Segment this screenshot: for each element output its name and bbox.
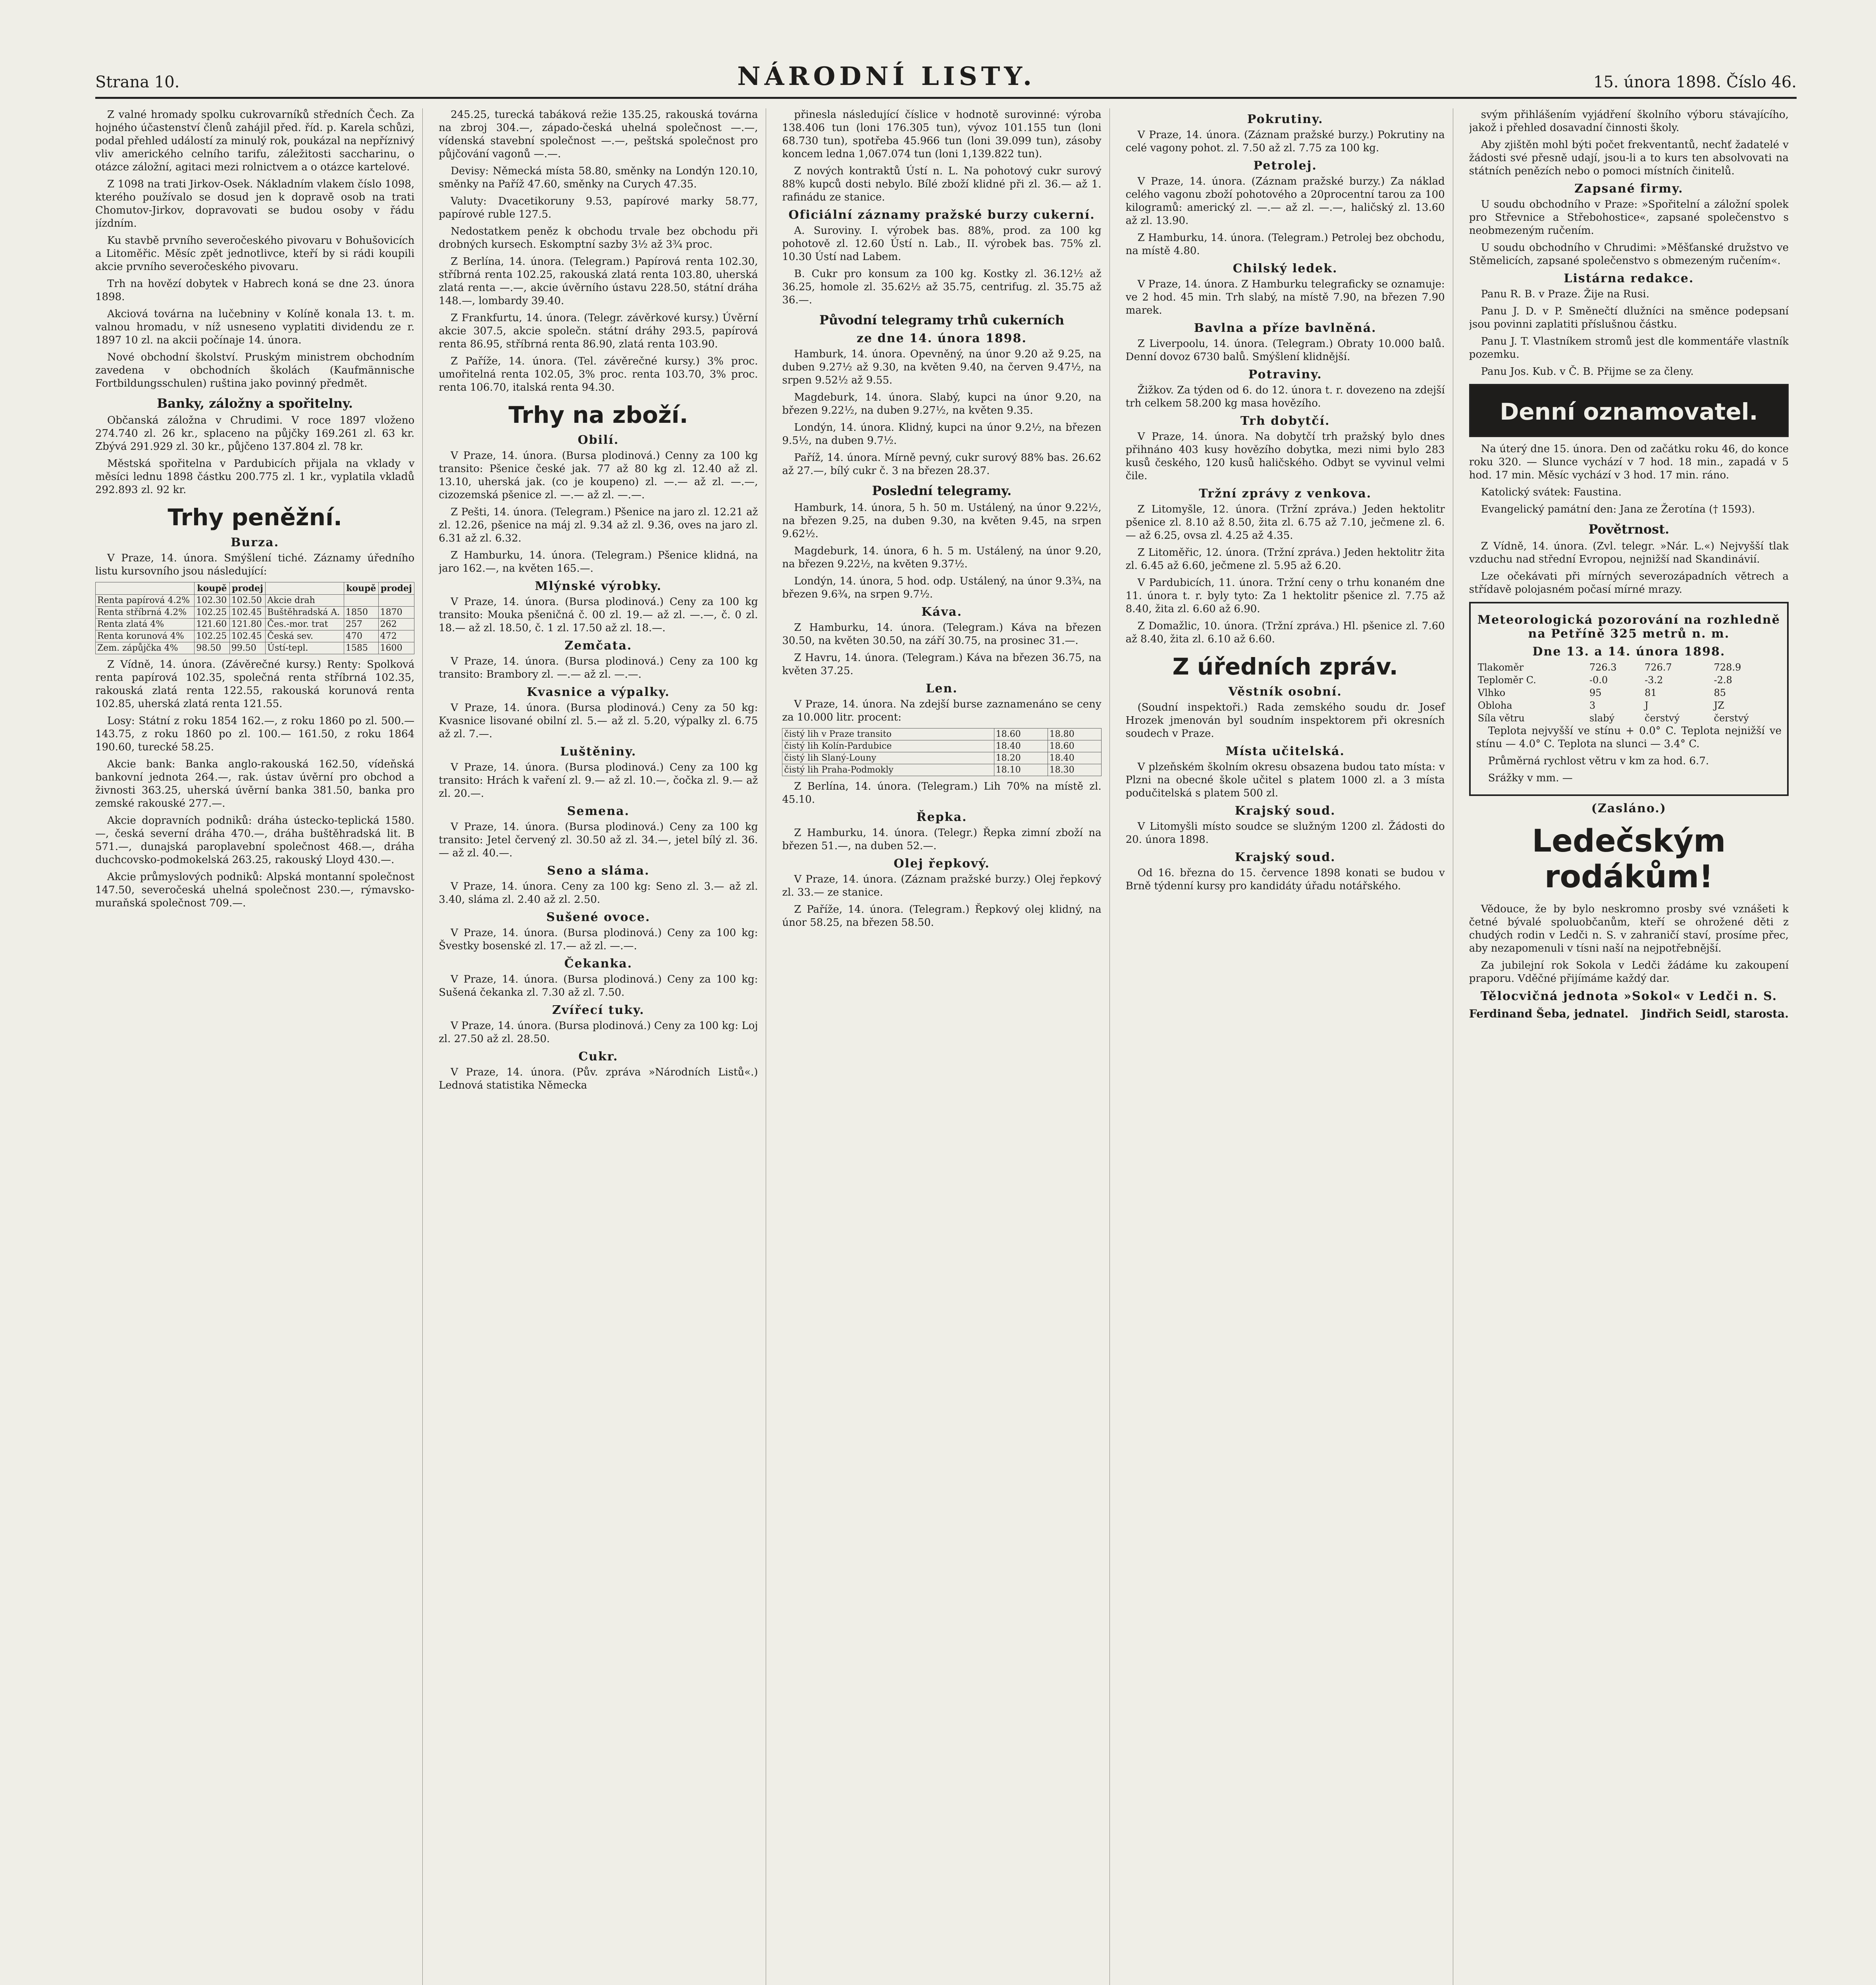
daily-saint: Katolický svátek: Faustina.: [1481, 486, 1622, 498]
market-pardubice: V Pardubicích, 11. února. Tržní ceny o trhu konaném dne 11. února t. r. byly tyto: Za 1 hektolitr pšenice zl. 7.75 až 8.40, žita zl. 6.60 až 6.90.: [1125, 577, 1445, 615]
food-zizkov: Žižkov. Za týden od 6. do 12. února t. r. dovezeno na zdejší trh celkem 58.200 kg masa hovězího.: [1125, 384, 1445, 409]
meteo-table: [1476, 661, 1782, 725]
quotes-cell: Renta korunová 4%: [96, 630, 195, 642]
subsection-rapeseed: Řepka.: [916, 810, 967, 824]
subsection-country-markets: Tržní zprávy z venkova.: [1199, 487, 1372, 501]
daily-evangelical: Evangelický památní den: Jana ze Žerotína († 1593).: [1481, 503, 1755, 515]
meteo-rain: Srážky v mm. —: [1488, 772, 1573, 784]
quotes-header-cell: [266, 582, 344, 595]
section-sugar-telegrams: Původní telegramy trhů cukerních: [819, 312, 1065, 328]
meteo-cell: Obloha: [1477, 700, 1512, 711]
spirit-cell: 18.30: [1048, 764, 1101, 776]
latest-hamburg: Hamburk, 14. února, 5 h. 50 m. Ustálený, na únor 9.22½, na březen 9.25, na duben 9.30, na květen 9.45, na srpen 9.62½.: [782, 502, 1102, 540]
hay-prague: V Praze, 14. února. Ceny za 100 kg: Seno zl. 3.— až zl. 3.40, sláma zl. 2.40 až zl. 2.50.: [439, 881, 758, 906]
petroleum-prague: V Praze, 14. února. (Záznam pražské burzy.) Za náklad celého vagonu zboží pohotového a 20procentní tarou za 100 kilogramů: americký zl. —.— až zl. —.—, haličský zl. 13.60 až zl. 13.90.: [1125, 175, 1445, 227]
spirit-row: [782, 728, 1101, 740]
meteo-row: [1476, 661, 1782, 674]
subsection-court-2: Krajský soud.: [1235, 850, 1336, 864]
quotes-cell: 1585: [344, 642, 378, 654]
quotes-cell: 1870: [378, 607, 414, 619]
quotes-cell: 102.50: [229, 595, 266, 607]
subsection-saltpeter: Chilský ledek.: [1233, 262, 1338, 276]
market-domazlice: Z Domažlic, 10. února. (Tržní zpráva.) Hl. pšenice zl. 7.60 až 8.40, žita zl. 6.10 až 6.60.: [1125, 620, 1445, 645]
telegram-london: Londýn, 14. února. Klidný, kupci na únor 9.2½, na březen 9.5½, na duben 9.7½.: [782, 422, 1102, 447]
article-chemicals: Akciová továrna na lučebniny v Kolíně konala 13. t. m. valnou hromadu, v níž usneseno vyplatiti dividendu ze r. 1897 10 zl. na akcii počínaje 14. února.: [95, 308, 415, 346]
meteo-cell: Tlakoměr: [1477, 662, 1524, 673]
spirit-cell: 18.60: [1048, 740, 1101, 752]
spirit-cell: 18.80: [1048, 728, 1101, 740]
subsection-oil: Olej řepkový.: [894, 857, 990, 871]
section-goods-markets: Trhy na zboží.: [508, 401, 688, 428]
spirit-cell: 18.40: [1048, 752, 1101, 764]
meteo-title: Meteorologická pozorování na rozhledně na Petříně 325 metrů n. m.: [1477, 613, 1780, 641]
subsection-court: Krajský soud.: [1235, 804, 1336, 818]
seeds-prague: V Praze, 14. února. (Bursa plodinová.) Ceny za 100 kg transito: Jetel červený zl. 30.50 až zl. 34.—, jetel bílý zl. 36.— až zl. 40.—.: [439, 821, 758, 859]
grain-hamburg: Z Hamburku, 14. února. (Telegram.) Pšenice klidná, na jaro 162.—, na květen 165.—.: [439, 549, 758, 574]
teachers-plzen: V plzeňském školním okresu obsazena budou tato místa: v Plzni na obecné škole učitel s platem 1000 zl. a 3 místa podučitelská s platem 500 zl.: [1125, 761, 1445, 799]
letter-3: Panu J. T. Vlastníkem stromů jest dle kommentáře vlastník pozemku.: [1469, 335, 1789, 360]
meteo-temps: Teplota nejvyšší ve stínu + 0.0° C. Teplota nejnižší ve stínu — 4.0° C. Teplota na slunci — 3.4° C.: [1476, 725, 1782, 750]
subsection-cotton: Bavlna a příze bavlněná.: [1194, 321, 1377, 335]
telegram-magdeburg: Magdeburk, 14. února. Slabý, kupci na únor 9.20, na březen 9.22½, na duben 9.27½, na květen 9.35.: [782, 391, 1102, 416]
meteo-cell: slabý: [1589, 713, 1615, 724]
quotes-table: [95, 582, 414, 654]
vienna-devisy: Devisy: Německá místa 58.80, směnky na Londýn 120.10, směnky na Paříž 47.60, směnky na Curych 47.35.: [439, 165, 758, 190]
vienna-transport: Akcie dopravních podniků: dráha ústecko-teplická 1580.—, česká severní dráha 470.—, dráha buštěhradská lit. B 571.—, dunajská paroplavební společnost 468.—, dráha duchcovsko-podmokelská 263.25, rakouský Lloyd 430.—.: [95, 815, 415, 866]
column-5: [1469, 108, 1797, 1985]
quotes-header-cell: koupě: [195, 582, 229, 595]
spirit-cell: čistý lih Praha-Podmokly: [782, 764, 994, 776]
meteo-cell: Vlhko: [1477, 687, 1506, 698]
quotes-cell: Renta stříbrná 4.2%: [96, 607, 195, 619]
potatoes-prague: V Praze, 14. února. (Bursa plodinová.) Ceny za 100 kg transito: Brambory zl. —.— až zl. —.—.: [439, 655, 758, 680]
meteo-cell: 726.3: [1589, 662, 1617, 673]
page-header: [95, 60, 1797, 99]
meteo-cell: -0.0: [1589, 675, 1608, 686]
grain-pest: Z Pešti, 14. února. (Telegram.) Pšenice na jaro zl. 12.21 až zl. 12.26, pšenice na máj zl. 9.34 až zl. 9.36, oves na jaro zl. 6.31 až zl. 6.32.: [439, 506, 758, 544]
quotes-row: [96, 607, 414, 619]
meteo-row: [1476, 686, 1782, 699]
quotes-cell: 102.25: [195, 630, 229, 642]
subsection-cattle: Trh dobytčí.: [1240, 414, 1330, 428]
page-number: Strana 10.: [95, 73, 180, 91]
spirit-prague: V Praze, 14. února. Na zdejší burse zaznamenáno se ceny za 10.000 litr. procent:: [782, 698, 1102, 723]
section-weather: Povětrnost.: [1588, 522, 1670, 537]
quotes-cell: 1600: [378, 642, 414, 654]
quotes-row: [96, 595, 414, 607]
ad-title: Ledečským rodákům!: [1532, 823, 1726, 895]
oil-prague: V Praze, 14. února. (Záznam pražské burzy.) Olej řepkový zl. 33.— ze stanice.: [782, 873, 1102, 898]
coffee-havre: Z Havru, 14. února. (Telegram.) Káva na březen 36.75, na květen 37.25.: [782, 652, 1102, 677]
exchange-intro: V Praze, 14. února. Smýšlení tiché. Záznamy úředního listu kursovního jsou následující:: [95, 552, 415, 577]
subsection-petroleum: Petrolej.: [1253, 159, 1317, 173]
subsection-teachers: Místa učitelská.: [1225, 744, 1345, 758]
issue-date: 15. února 1898. Číslo 46.: [1593, 73, 1797, 91]
masthead: NÁRODNÍ LISTY.: [737, 62, 1036, 91]
meteo-cell: čerstvý: [1714, 713, 1749, 724]
subsection-cakes: Pokrutiny.: [1247, 112, 1323, 126]
spirit-cell: čistý lih Slaný-Louny: [782, 752, 994, 764]
meteo-cell: 81: [1645, 687, 1657, 698]
spirit-cell: 18.60: [994, 728, 1048, 740]
columns: [95, 108, 1797, 1985]
meteo-cell: 85: [1714, 687, 1726, 698]
spirit-row: [782, 740, 1101, 752]
sugar-consumer: B. Cukr pro konsum za 100 kg. Kostky zl. 36.12½ až 36.25, homole zl. 35.62½ až 35.75, centrifug. zl. 35.75 až 36.—.: [782, 268, 1102, 306]
subsection-seeds: Semena.: [567, 804, 630, 818]
meteo-cell: Síla větru: [1477, 713, 1525, 724]
meteo-wind: Průměrná rychlost větru v km za hod. 6.7.: [1488, 755, 1709, 767]
meteo-cell: 3: [1589, 700, 1596, 711]
berlin-report: Z Berlína, 14. února. (Telegram.) Papírová renta 102.30, stříbrná renta 102.25, rakouská zlatá renta 103.80, uherská zlatá renta —.—, akcie úvěrního ústavu 228.50, státní dráha 148.—, lombardy 39.40.: [439, 256, 758, 307]
meteo-cell: čerstvý: [1645, 713, 1680, 724]
meteo-cell: JZ: [1714, 700, 1724, 711]
vienna-cont: 245.25, turecká tabáková režie 135.25, rakouská továrna na zbroj 304.—, západo-česká uhelná společnost —.—, vídenská stavební společnost —.—, peštská společnost pro půjčování vagonů —.—.: [439, 109, 758, 160]
meteo-cell: J: [1645, 700, 1649, 711]
signature-right: Jindřich Seidl, starosta.: [1641, 1007, 1789, 1020]
signature-left: Ferdinand Šeba, jednatel.: [1469, 1007, 1629, 1020]
quotes-cell: 1850: [344, 607, 378, 619]
subsection-exchange: Burza.: [231, 536, 279, 549]
weather-vienna: Z Vídně, 14. února. (Zvl. telegr. »Nár. L.«) Nejvyšší tlak vzduchu nad střední Evropou, nejnižší nad Skandinávií.: [1469, 540, 1789, 565]
daily-box: [1469, 384, 1789, 437]
quotes-cell: 98.50: [195, 642, 229, 654]
column-2: [439, 108, 766, 1985]
meteo-row: [1476, 674, 1782, 686]
section-banks: Banky, záložny a spořitelny.: [157, 396, 353, 411]
section-money-markets: Trhy peněžní.: [168, 504, 342, 531]
subsection-sugar: Cukr.: [578, 1050, 618, 1064]
subsection-firms: Zapsané firmy.: [1574, 182, 1683, 196]
spirit-row: [782, 764, 1101, 776]
subsection-legumes: Luštěniny.: [560, 745, 637, 759]
market-litomysl: Z Litomyšle, 12. února. (Tržní zpráva.) Jeden hektolitr pšenice zl. 8.10 až 8.50, žita zl. 6.75 až 7.10, ječmene zl. 6.— až 6.25, ovsa zl. 4.25 až 4.35.: [1125, 503, 1445, 542]
quotes-cell: Čes.-mor. trat: [266, 619, 344, 630]
saltpeter-prague: V Praze, 14. února. Z Hamburku telegraficky se oznamuje: ve 2 hod. 45 min. Trh slabý, na místě 7.90, na březen 7.90 marek.: [1125, 278, 1445, 316]
sugar-prague: V Praze, 14. února. (Pův. zpráva »Národních Listů«.) Lednová statistika Německa: [439, 1066, 758, 1091]
quotes-row: [96, 619, 414, 630]
quotes-cell: [344, 595, 378, 607]
vienna-note: Nedostatkem peněz k obchodu trvale bez obchodu při drobných kursech. Eskomptní sazby 3½ až 3¾ proc.: [439, 225, 758, 251]
vienna-renta: Z Vídně, 14. února. (Závěrečné kursy.) Renty: Spolková renta papírová 102.35, společná renta stříbrná 102.35, rakouská zlatá renta 122.55, rakouská korunová renta 102.85, uherská zlatá renta 121.55.: [95, 659, 415, 710]
quotes-cell: 121.60: [195, 619, 229, 630]
personal-inspectors: (Soudní inspektoři.) Rada zemského soudu dr. Josef Hrozek jmenován byl soudním inspektorem při okresních soudech v Praze.: [1125, 701, 1445, 740]
quotes-cell: Buštěhradská A.: [266, 607, 344, 619]
sugar-stats: přinesla následující číslice v hodnotě surovinné: výroba 138.406 tun (loni 176.305 tun), vývoz 101.155 tun (loni 68.730 tun), spotřeba 45.966 tun (loni 39.099 tun), zásoby koncem ledna 1,067.074 tun (loni 1,139.822 tun).: [782, 109, 1102, 160]
ad-body-2: Za jubilejní rok Sokola v Ledči žádáme ku zakoupení praporu. Vděčné přijímáme každý dar.: [1469, 960, 1789, 985]
quotes-cell: Česká sev.: [266, 630, 344, 642]
oil-paris: Z Paříže, 14. února. (Telegram.) Řepkový olej klidný, na únor 58.25, na březen 58.50.: [782, 904, 1102, 929]
telegram-paris: Paříž, 14. února. Mírně pevný, cukr surový 88% bas. 26.62 až 27.—, bílý cukr č. 3 na březen 28.37.: [782, 452, 1102, 477]
paris-report: Z Paříže, 14. února. (Tel. závěrečné kursy.) 3% proc. umořitelná renta 102.05, 3% proc. renta 103.70, 3% proc. renta 106.70, italská renta 94.30.: [439, 355, 758, 393]
coffee-hamburg: Z Hamburku, 14. února. (Telegram.) Káva na březen 30.50, na květen 30.50, na září 30.75, na prosinec 31.—.: [782, 622, 1102, 647]
ad-society: Tělocvičná jednota »Sokol« v Ledči n. S.: [1480, 989, 1778, 1003]
ad-note: (Zasláno.): [1591, 802, 1666, 815]
quotes-cell: 470: [344, 630, 378, 642]
quotes-row: [96, 630, 414, 642]
cakes-prague: V Praze, 14. února. (Záznam pražské burzy.) Pokrutiny na celé vagony pohot. zl. 7.50 až zl. 7.75 za 100 kg.: [1125, 129, 1445, 154]
spirit-cell: 18.20: [994, 752, 1048, 764]
cotton-liverpool: Z Liverpoolu, 14. února. (Telegram.) Obraty 10.000 balů. Denní dovoz 6730 balů. Smýšlení klidnější.: [1125, 338, 1445, 363]
frankfurt-report: Z Frankfurtu, 14. února. (Telegr. závěrkové kursy.) Úvěrní akcie 307.5, akcie společn. státní dráhy 293.5, papírová renta 86.95, stříbrná renta 86.90, zlatá renta 103.90.: [439, 312, 758, 350]
subsection-sugar-records: Oficiální záznamy pražské burzy cukerní.: [788, 208, 1095, 222]
quotes-header-cell: prodej: [229, 582, 266, 595]
section-sugar-telegrams-date: ze dne 14. února 1898.: [857, 331, 1027, 345]
column-1: [95, 108, 423, 1985]
spirit-berlin: Z Berlína, 14. února. (Telegram.) Lih 70% na místě zl. 45.10.: [782, 781, 1102, 806]
letter-4: Panu Jos. Kub. v Č. B. Přijme se za členy.: [1481, 366, 1694, 378]
mill-prague: V Praze, 14. února. (Bursa plodinová.) Ceny za 100 kg transito: Mouka pšeničná č. 00 zl. 19.— až zl. —.—, č. 0 zl. 18.— až zl. 18.50, č. 1 zl. 17.50 až zl. 18.—.: [439, 596, 758, 634]
subsection-fats: Zvířecí tuky.: [552, 1003, 645, 1017]
column-3: [782, 108, 1109, 1985]
subsection-mill: Mlýnské výrobky.: [535, 579, 662, 593]
subsection-fruit: Sušené ovoce.: [546, 910, 651, 924]
spirit-cell: 18.40: [994, 740, 1048, 752]
article-sugar-association: Z valné hromady spolku cukrovarníků středních Čech. Za hojného účastenství členů zahájil před. říd. p. Karela schůzi, podal přehled událostí za minulý rok, poukázal na nepříznivý vliv amerického celního tarifu, záležitosti saccharinu, o otázce záložní, agitaci mezi rolnictvem a o otázce kartelové.: [95, 109, 415, 173]
weather-forecast: Lze očekávati při mírných severozápadních větrech a střídavě polojasném počasí mírné mrazy.: [1469, 570, 1789, 596]
latest-magdeburg: Magdeburk, 14. února, 6 h. 5 m. Ustálený, na únor 9.20, na březen 9.22½, na květen 9.37½.: [782, 545, 1102, 570]
article-savings-pardubice: Městská spořitelna v Pardubicích přijala na vklady v měsíci lednu 1898 částku 200.775 zl. 1 kr., vyplatila vkladů 292.893 zl. 92 kr.: [95, 458, 415, 496]
meteo-row: [1476, 699, 1782, 712]
section-latest-telegrams: Poslední telegramy.: [872, 483, 1012, 498]
meteo-row: [1476, 712, 1782, 725]
vienna-losy: Losy: Státní z roku 1854 162.—, z roku 1860 po zl. 500.— 143.75, z roku 1860 po zl. 100.— 161.50, z roku 1864 190.60, turecké 58.25.: [95, 715, 415, 753]
spirit-cell: čistý lih v Praze transito: [782, 728, 994, 740]
quotes-cell: 102.45: [229, 630, 266, 642]
spirit-row: [782, 752, 1101, 764]
ad-body-1: Vědouce, že by bylo neskromno prosby své vznášeti k četné bývalé spoluobčanům, kteří se ohrožené děti z chudých rodin v Ledči n. S. v zahraničí staví, prosíme přec, aby nezapomenuli v tísni naší na nejpotřebnější.: [1469, 903, 1789, 954]
quotes-cell: 102.30: [195, 595, 229, 607]
chicory-prague: V Praze, 14. února. (Bursa plodinová.) Ceny za 100 kg: Sušená čekanka zl. 7.30 až zl. 7.50.: [439, 973, 758, 998]
daily-title: Denní oznamovatel.: [1500, 398, 1758, 425]
letter-2: Panu J. D. v P. Směnečtí dlužníci na směnce podepsaní jsou povinni zaplatiti příslušnou částku.: [1469, 305, 1789, 330]
vienna-industry: Akcie průmyslových podniků: Alpská montanní společnost 147.50, severočeská uhelná společnost 230.—, rýmavsko-muraňská společnost 709.—.: [95, 871, 415, 909]
subsection-coffee: Káva.: [921, 605, 962, 619]
section-official: Z úředních zpráv.: [1172, 653, 1398, 680]
quotes-cell: Renta zlatá 4%: [96, 619, 195, 630]
firm-chrudim: U soudu obchodního v Chrudimi: »Měšťanské družstvo ve Stěmelicích, zapsané společenstvo s obmezeným ručením«.: [1469, 242, 1789, 267]
quotes-cell: 472: [378, 630, 414, 642]
subsection-grain: Obilí.: [578, 433, 619, 447]
subsection-hay: Seno a sláma.: [547, 864, 650, 878]
article-brewery: Ku stavbě prvního severočeského pivovaru v Bohušovicích a Litoměřic. Měsíc zpět jednotlivce, kteří by si rádi koupili akcie prvního severočeského pivovaru.: [95, 235, 415, 273]
ad-signatures: [1469, 1007, 1789, 1020]
grain-prague: V Praze, 14. února. (Bursa plodinová.) Cenny za 100 kg transito: Pšenice české jak. 77 až 80 kg zl. 12.40 až zl. 13.10, uherská jak. (co je koupeno) zl. —.— až zl. —.—, cizozemská pšenice zl. —.— až zl. —.—.: [439, 450, 758, 501]
legumes-prague: V Praze, 14. února. (Bursa plodinová.) Ceny za 100 kg transito: Hrách k vaření zl. 9.— až zl. 10.—, čočka zl. 9.— až zl. 20.—.: [439, 761, 758, 800]
rapeseed-hamburg: Z Hamburku, 14. února. (Telegr.) Řepka zimní zboží na březen 51.—, na duben 52.—.: [782, 827, 1102, 852]
spirit-cell: čistý lih Kolín-Pardubice: [782, 740, 994, 752]
article-cattle-market: Trh na hovězí dobytek v Habrech koná se dne 23. února 1898.: [95, 278, 415, 303]
article-schools: Nové obchodní školství. Pruským ministrem obchodním zavedena v obchodních školách (Kaufmännische Fortbildungsschulen) ruština jako povinný předmět.: [95, 351, 415, 389]
market-litomerice: Z Litoměřic, 12. února. (Tržní zpráva.) Jeden hektolitr žita zl. 6.45 až 6.60, ječmene zl. 5.95 až 6.20.: [1125, 547, 1445, 572]
quotes-cell: Renta papírová 4.2%: [96, 595, 195, 607]
subsection-potatoes: Zemčata.: [564, 639, 632, 653]
meteo-cell: 728.9: [1714, 662, 1741, 673]
court-litomysl: V Litomyšli místo soudce se služným 1200 zl. Žádosti do 20. února 1898.: [1125, 821, 1445, 846]
meteo-cell: 95: [1589, 687, 1602, 698]
subsection-spirit: Len.: [926, 682, 958, 696]
quotes-cell: 121.80: [229, 619, 266, 630]
quotes-cell: Ústí-tepl.: [266, 642, 344, 654]
yeast-prague: V Praze, 14. února. (Bursa plodinová.) Ceny za 50 kg: Kvasnice lisované obilní zl. 5.— až zl. 5.20, výpalky zl. 6.75 až zl. 7.—.: [439, 702, 758, 740]
quotes-cell: 102.45: [229, 607, 266, 619]
telegram-hamburg: Hamburk, 14. února. Opevněný, na únor 9.20 až 9.25, na duben 9.27½ až 9.30, na květen 9.40, na červen 9.47½, na srpen 9.52½ až 9.55.: [782, 348, 1102, 386]
vienna-banks: Akcie bank: Banka anglo-rakouská 162.50, vídeňská bankovní jednota 264.—, rak. ústav úvěrní pro obchod a živnosti 363.25, uherská úvěrní banka 381.50, banka pro zemské rakouské 277.—.: [95, 758, 415, 809]
column-4: [1126, 108, 1453, 1985]
article-savings-chrudim: Občanská záložna v Chrudimi. V roce 1897 vloženo 274.740 zl. 26 kr., splaceno na půjčky 169.261 zl. 63 kr. Zbývá 291.929 zl. 30 kr., půjčeno 137.804 zl. 78 kr.: [95, 414, 415, 453]
quotes-header-cell: koupě: [344, 582, 378, 595]
quotes-cell: 262: [378, 619, 414, 630]
firm-praha: U soudu obchodního v Praze: »Spořitelní a záložní spolek pro Střevnice a Střebohostice«, zapsané společenstvo s neobmezeným ručením.: [1469, 198, 1789, 237]
meteo-date: Dne 13. a 14. února 1898.: [1532, 645, 1726, 659]
quotes-row: [96, 642, 414, 654]
article-train: Z 1098 na trati Jirkov-Osek. Nákladním vlakem číslo 1098, kterého používalo se dosud jen k dopravě osob na trati Chomutov-Jirkov, dopravovati se budou osoby v řádu jízdním.: [95, 178, 415, 229]
meteo-cell: -3.2: [1645, 675, 1663, 686]
subsection-yeast: Kvasnice a výpalky.: [526, 685, 670, 699]
sugar-raw: A. Suroviny. I. výrobek bas. 88%, prod. za 100 kg pohotově zl. 12.60 Ústí n. Lab., II. výrobek bas. 75% zl. 10.30 Ústí nad Labem.: [782, 225, 1102, 263]
subsection-letters: Listárna redakce.: [1564, 272, 1694, 285]
subsection-personal: Věstník osobní.: [1228, 685, 1342, 699]
quotes-cell: 257: [344, 619, 378, 630]
meteo-box: [1469, 602, 1789, 796]
quotes-cell: [378, 595, 414, 607]
latest-london: Londýn, 14. února, 5 hod. odp. Ustálený, na únor 9.3¾, na březen 9.6¾, na srpen 9.7½.: [782, 575, 1102, 600]
fats-prague: V Praze, 14. února. (Bursa plodinová.) Ceny za 100 kg: Loj zl. 27.50 až zl. 28.50.: [439, 1020, 758, 1045]
quotes-cell: Akcie drah: [266, 595, 344, 607]
daily-sun: Na úterý dne 15. února. Den od začátku roku 46, do konce roku 320. — Slunce vychází v 7 hod. 18 min., zapadá v 5 hod. 17 min. Měsíc vychází v 3 hod. 17 min. ráno.: [1469, 443, 1789, 481]
spirit-cell: 18.10: [994, 764, 1048, 776]
quotes-cell: 102.25: [195, 607, 229, 619]
vienna-valuty: Valuty: Dvacetikoruny 9.53, papírové marky 58.77, papírové ruble 127.5.: [439, 195, 758, 220]
spirit-table: [782, 728, 1101, 776]
school-note: Aby zjištěn mohl býti počet frekventantů, nechť žadatelé v žádosti své přesně udají, jsou-li a to kurs ten absolvovati na státních penězích nebo o pomoci místních činitelů.: [1469, 139, 1789, 177]
fruit-prague: V Praze, 14. února. (Bursa plodinová.) Ceny za 100 kg: Švestky bosenské zl. 17.— až zl. —.—.: [439, 927, 758, 952]
meteo-cell: Teploměr C.: [1477, 675, 1536, 686]
court-brno: Od 16. března do 15. července 1898 konati se budou v Brně týdenní kursy pro kandidáty úřadu notářského.: [1125, 867, 1445, 892]
meteo-cell: 726.7: [1645, 662, 1672, 673]
cattle-prague: V Praze, 14. února. Na dobytčí trh pražský bylo dnes přihnáno 403 kusy hovězího dobytka, mezi nimi bylo 283 kusů českého, 120 kusů haličského. Odbyt se vyvinul velmi čile.: [1125, 431, 1445, 482]
subsection-chicory: Čekanka.: [564, 957, 633, 971]
quotes-cell: 99.50: [229, 642, 266, 654]
quotes-header-cell: [96, 582, 195, 595]
quotes-cell: Zem. zápůjčka 4%: [96, 642, 195, 654]
school-cont: svým přihlášením vyjádření školního výboru stávajícího, jakož i přehled dosavadní činnosti školy.: [1469, 109, 1789, 134]
meteo-cell: -2.8: [1714, 675, 1732, 686]
quotes-header-cell: prodej: [378, 582, 414, 595]
sugar-usti: Z nových kontraktů Ústí n. L. Na pohotový cukr surový 88% kupců dosti nebylo. Bílé zboží klidné při zl. 36.— až 1. rafinádu ze stanice.: [782, 165, 1102, 203]
petroleum-hamburg: Z Hamburku, 14. února. (Telegram.) Petrolej bez obchodu, na místě 4.80.: [1125, 232, 1445, 257]
subsection-food: Potraviny.: [1248, 368, 1322, 382]
letter-1: Panu R. B. v Praze. Žije na Rusi.: [1481, 288, 1649, 300]
